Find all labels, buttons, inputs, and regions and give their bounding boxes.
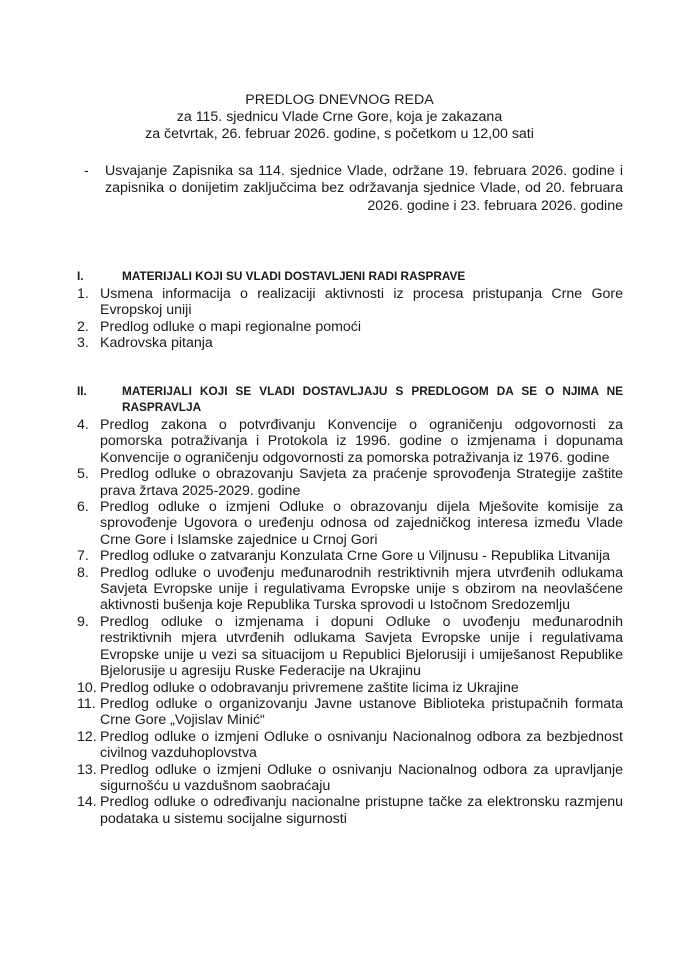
minutes-approval-text: Usvajanje Zapisnika sa 114. sjednice Vlade, održane 19. februara 2026. godine i zapisnika o donijetim zaključcima bez održavanja sjednice Vlade, od 20. februara 2026. godine i 23. februara 2026. godine	[105, 163, 623, 214]
item-number: 6.	[77, 499, 89, 516]
agenda-item	[77, 417, 623, 466]
agenda-item	[77, 762, 623, 795]
agenda-item	[77, 729, 623, 762]
item-number: 9.	[77, 613, 89, 630]
agenda-list	[77, 417, 623, 827]
item-number: 13.	[77, 761, 97, 778]
item-number: 5.	[77, 466, 89, 483]
item-text: Predlog odluke o izmjeni Odluke o obrazovanju dijela Mješovite komisije za sprovođenje Ugovora o uređenju odnosa od zajedničkog interesa između Vlade Crne Gore i Islamske zajednice u Crnoj Gori	[100, 499, 623, 548]
item-text: Predlog odluke o organizovanju Javne ustanove Biblioteka pristupačnih formata Crne Gore „Vojislav Minić“	[100, 695, 623, 729]
section-title: MATERIJALI KOJI SU VLADI DOSTAVLJENI RADI RASPRAVE	[122, 269, 466, 283]
item-number: 11.	[77, 695, 96, 712]
item-text: Usmena informacija o realizaciji aktivnosti iz procesa pristupanja Crne Gore Evropskoj uniji	[100, 286, 623, 319]
item-number: 8.	[77, 564, 89, 581]
item-text: Predlog odluke o izmjenama i dopuni Odluke o uvođenju međunarodnih restriktivnih mjera utvrđenih odlukama Savjeta Evropske unije i regulativama Evropske unije u vezi sa situacijom u Republici Bjelorusiji i umiješanost Republike Bjelorusije u agresiju Ruske Federacije na Ukrajinu	[100, 613, 623, 680]
item-text: Predlog odluke o zatvaranju Konzulata Crne Gore u Viljnusu - Republika Litvanija	[100, 548, 611, 565]
agenda-item	[77, 499, 623, 548]
agenda-item	[77, 565, 623, 614]
date-line: za četvrtak, 26. februar 2026. godine, s početkom u 12,00 sati	[145, 126, 534, 142]
item-number: 7.	[77, 548, 89, 565]
item-number: 1.	[77, 286, 89, 302]
item-number: 4.	[77, 417, 89, 433]
agenda-item	[77, 286, 623, 319]
agenda-item	[77, 548, 623, 564]
item-number: 12.	[77, 728, 97, 745]
minutes-approval-item	[77, 163, 623, 215]
dash-bullet: -	[84, 163, 89, 179]
agenda-item	[77, 696, 623, 729]
item-number: 10.	[77, 679, 97, 696]
agenda-list	[77, 286, 623, 352]
session-line: za 115. sjednicu Vlade Crne Gore, koja je zakazana	[176, 109, 503, 125]
agenda-item	[77, 794, 623, 827]
section-title: MATERIJALI KOJI SE VLADI DOSTAVLJAJU S PREDLOGOM DA SE O NJIMA NE RASPRAVLJA	[122, 384, 623, 414]
item-text: Predlog odluke o uvođenju međunarodnih restriktivnih mjera utvrđenih odlukama Savjeta Evropske unije i regulativama Evropske unije s obzirom na neovlašćene aktivnosti bušenja koje Republika Turska sprovodi u Istočnom Sredozemlju	[100, 564, 623, 614]
item-text: Predlog odluke o obrazovanju Savjeta za praćenje sprovođenja Strategije zaštite prava žrtava 2025-2029. godine	[100, 466, 623, 499]
agenda-item	[77, 335, 623, 351]
section-number: II.	[77, 384, 87, 398]
item-text: Predlog zakona o potvrđivanju Konvencije o ograničenju odgovornosti za pomorska potraživanja i Protokola iz 1996. godine o izmjenama i dopunama Konvencije o ograničenju odgovornosti za pomorska potraživanja iz 1976. godine	[100, 417, 623, 466]
agenda-item	[77, 680, 623, 696]
agenda-item	[77, 614, 623, 680]
item-number: 14.	[77, 794, 97, 811]
agenda-item	[77, 319, 623, 335]
item-text: Predlog odluke o mapi regionalne pomoći	[100, 318, 362, 335]
document-header	[0, 92, 679, 143]
item-text: Predlog odluke o određivanju nacionalne pristupne tačke za elektronsku razmjenu podataka u sistemu socijalne sigurnosti	[100, 794, 623, 827]
section-discussion	[77, 268, 623, 352]
item-text: Predlog odluke o izmjeni Odluke o osnivanju Nacionalnog odbora za upravljanje sigurnošću u vazdušnom saobraćaju	[100, 761, 623, 794]
item-number: 2.	[77, 318, 89, 335]
section-heading	[77, 268, 623, 284]
item-text: Predlog odluke o izmjeni Odluke o osnivanju Nacionalnog odbora za bezbjednost civilnog vazduhoplovstva	[100, 728, 623, 762]
section-no-discussion	[77, 383, 623, 827]
item-number: 3.	[77, 335, 89, 352]
section-number: I.	[77, 269, 84, 283]
item-text: Kadrovska pitanja	[100, 335, 213, 352]
agenda-item	[77, 466, 623, 499]
item-text: Predlog odluke o odobravanju privremene zaštite licima iz Ukrajine	[100, 679, 519, 696]
document-title: PREDLOG DNEVNOG REDA	[245, 92, 434, 108]
section-heading	[77, 383, 623, 415]
